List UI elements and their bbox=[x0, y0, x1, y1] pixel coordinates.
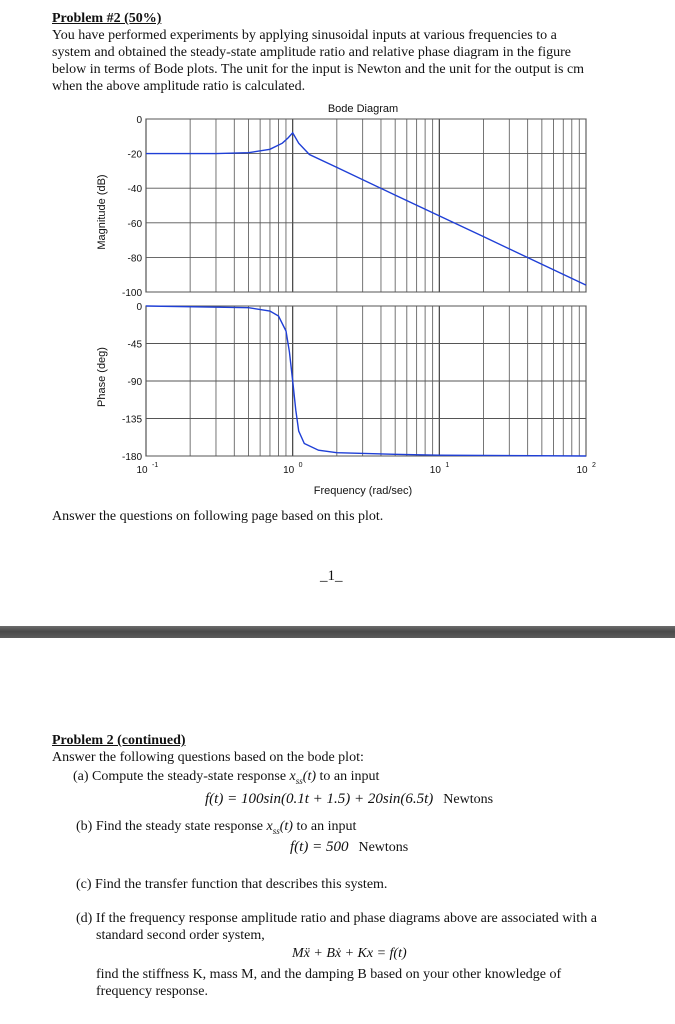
after-plot-note: Answer the questions on following page based on this plot. bbox=[52, 509, 384, 524]
intro-line-4: when the above amplitude ratio is calculated. bbox=[52, 79, 306, 94]
question-a bbox=[73, 768, 379, 790]
axis-ticks bbox=[136, 462, 596, 476]
page-number: _1_ bbox=[320, 568, 343, 584]
y-tick-label: -90 bbox=[127, 377, 142, 388]
question-b-symbol: x bbox=[266, 819, 273, 834]
y-tick-label: -180 bbox=[121, 452, 142, 463]
question-d-line-2: standard second order system, bbox=[96, 928, 265, 943]
magnitude-grid bbox=[122, 115, 586, 299]
y-tick-label: 0 bbox=[136, 302, 142, 313]
problem-title: Problem #2 (50%) bbox=[52, 11, 162, 26]
page-divider bbox=[0, 626, 675, 638]
phase-axis-label: Phase (deg) bbox=[96, 347, 108, 407]
equation-a-unit: Newtons bbox=[443, 792, 494, 807]
question-b bbox=[76, 818, 356, 840]
x-tick-exponent: 2 bbox=[592, 462, 596, 469]
x-tick-label: 10 bbox=[429, 465, 441, 476]
y-tick-label: 0 bbox=[136, 115, 142, 126]
question-d-line-1: (d) If the frequency response amplitude ratio and phase diagrams above are associated with a bbox=[76, 911, 597, 926]
frequency-axis-label: Frequency (rad/sec) bbox=[313, 485, 413, 497]
x-tick-exponent: 0 bbox=[298, 462, 303, 469]
y-tick-label: -135 bbox=[121, 414, 142, 426]
y-tick-label: -80 bbox=[127, 253, 142, 265]
intro-line-1: You have performed experiments by applying sinusoidal inputs at various frequencies to a bbox=[52, 28, 557, 43]
bode-diagram bbox=[0, 95, 675, 505]
question-a-suffix: to an input bbox=[319, 769, 380, 784]
phase-grid bbox=[122, 302, 586, 463]
y-tick-label: -40 bbox=[127, 184, 142, 196]
magnitude-axis-label: Magnitude (dB) bbox=[96, 174, 108, 250]
question-b-text: (b) Find the steady state response bbox=[76, 819, 267, 834]
y-tick-label: -60 bbox=[127, 218, 142, 230]
magnitude-series-line bbox=[146, 133, 586, 285]
question-d-line-4: frequency response. bbox=[96, 984, 208, 999]
equation-b-unit: Newtons bbox=[358, 840, 409, 855]
problem-continued-title: Problem 2 (continued) bbox=[52, 733, 186, 748]
question-c: (c) Find the transfer function that describes this system. bbox=[76, 877, 388, 892]
question-b-suffix: to an input bbox=[296, 819, 357, 834]
question-d-line-3: find the stiffness K, mass M, and the damping B based on your other knowledge of bbox=[96, 967, 562, 982]
equation-b-formula: f(t) = 500 bbox=[290, 839, 349, 855]
question-a-subscript: ss bbox=[295, 775, 303, 786]
y-tick-label: -100 bbox=[121, 288, 142, 299]
x-tick-exponent: 1 bbox=[445, 462, 450, 469]
x-tick-label: 10 bbox=[136, 465, 148, 476]
question-a-text: (a) Compute the steady-state response bbox=[73, 769, 290, 784]
question-b-subscript: ss bbox=[272, 825, 280, 836]
equation-a bbox=[205, 790, 493, 808]
x-tick-exponent: -1 bbox=[152, 462, 159, 469]
panel-frame bbox=[146, 119, 586, 292]
chart-title: Bode Diagram bbox=[327, 103, 399, 115]
intro-line-2: system and obtained the steady-state amplitude ratio and relative phase diagram in the figure bbox=[52, 45, 571, 60]
equation-b bbox=[290, 838, 408, 856]
x-tick-label: 10 bbox=[283, 465, 295, 476]
intro-line-3: below in terms of Bode plots. The unit for the input is Newton and the unit for the output is cm bbox=[52, 62, 585, 77]
question-a-symbol: x bbox=[289, 769, 296, 784]
question-a-arg: (t) bbox=[302, 769, 316, 784]
page2-intro: Answer the following questions based on the bode plot: bbox=[52, 750, 364, 765]
equation-a-formula: f(t) = 100sin(0.1t + 1.5) + 20sin(6.5t) bbox=[205, 791, 434, 807]
question-b-arg: (t) bbox=[279, 819, 293, 834]
x-tick-label: 10 bbox=[576, 465, 588, 476]
y-tick-label: -20 bbox=[127, 149, 142, 161]
equation-d: Mẍ + Bẋ + Kx = f(t) bbox=[292, 946, 407, 961]
y-tick-label: -45 bbox=[127, 339, 142, 351]
